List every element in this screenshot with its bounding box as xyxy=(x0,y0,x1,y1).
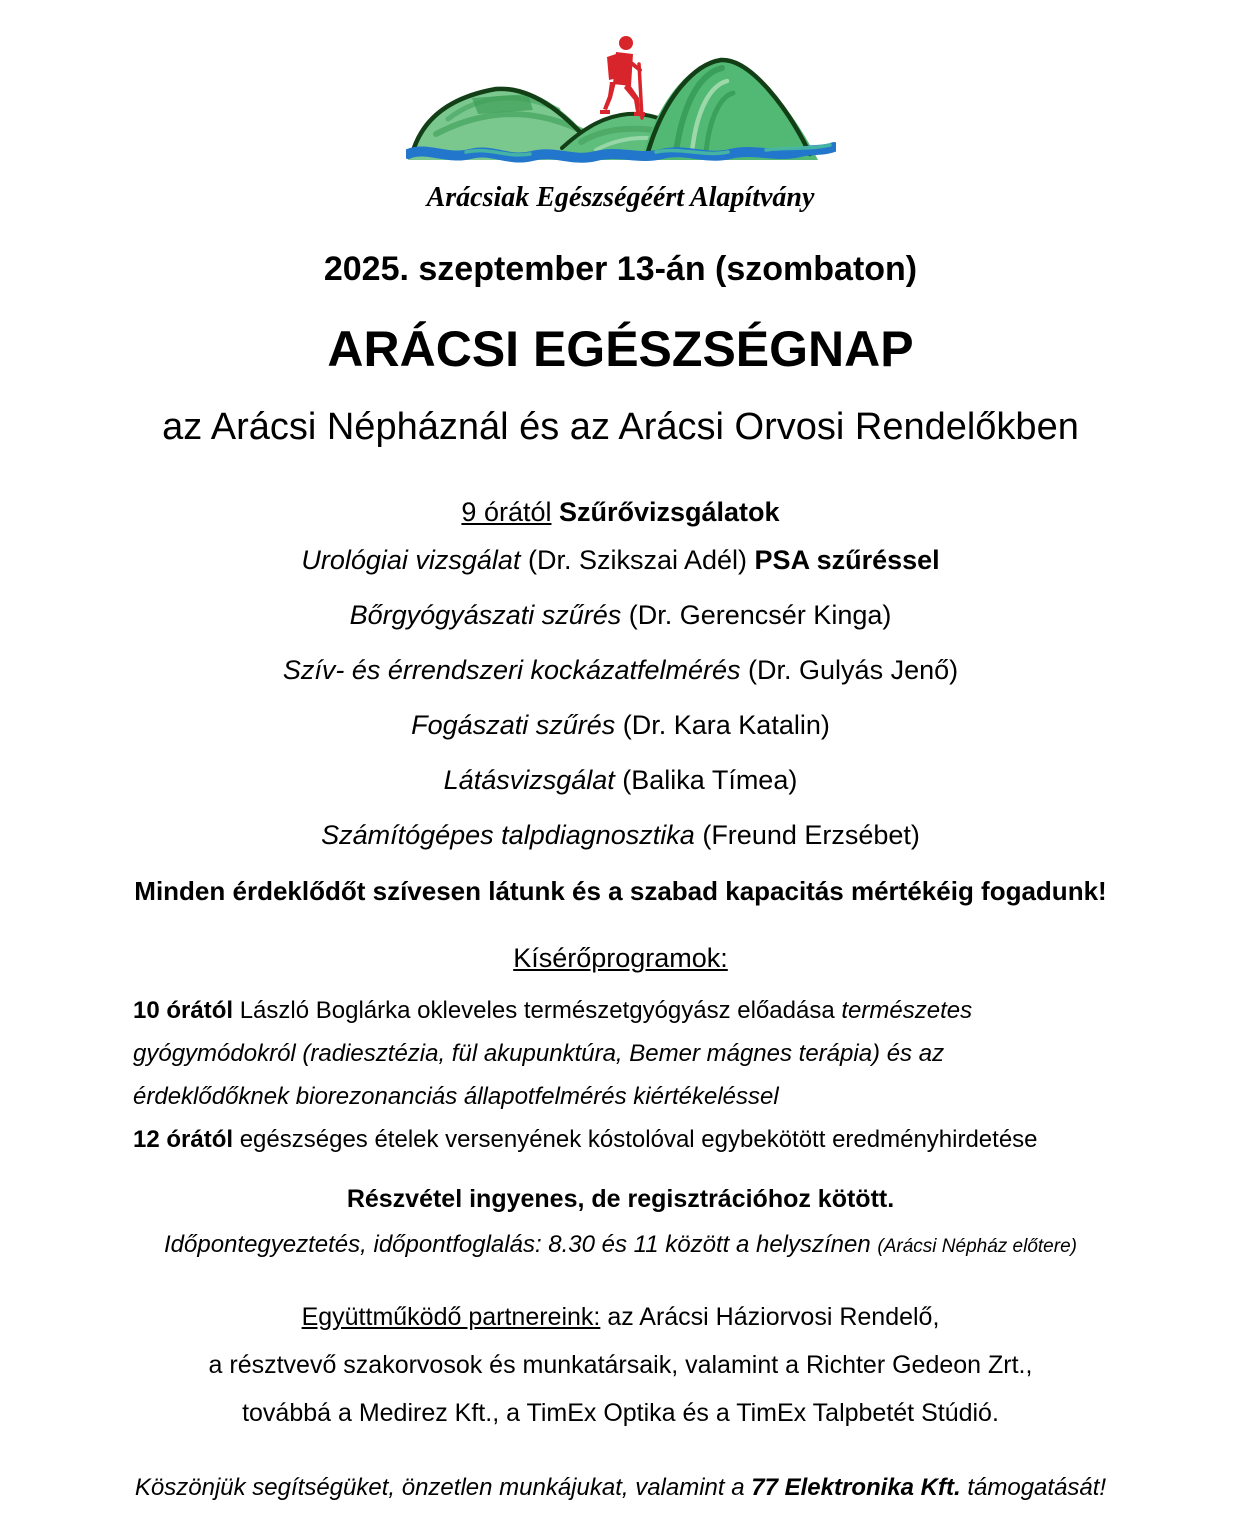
talk-time: 10 órától xyxy=(133,997,234,1024)
exam-name: Urológiai vizsgálat xyxy=(301,545,521,575)
exam-name: Szív- és érrendszeri kockázatfelmérés xyxy=(282,655,741,685)
partners-heading: Együttműködő partnereink: xyxy=(301,1303,601,1331)
tasting-text: egészséges ételek versenyének kóstolóval egybekötött eredményhirdetése xyxy=(239,1126,1038,1153)
screenings-label: Szűrővizsgálatok xyxy=(559,497,780,527)
exam-suffix: PSA szűréssel xyxy=(754,545,940,575)
exam-name: Fogászati szűrés xyxy=(411,710,616,740)
screening-item xyxy=(0,753,1241,808)
event-location: az Arácsi Népháznál és az Arácsi Orvosi Rendelőkben xyxy=(162,406,1079,448)
exam-provider: (Dr. Gerencsér Kinga) xyxy=(628,600,892,630)
exam-provider: (Balika Tímea) xyxy=(622,765,798,795)
schedule-place: (Arácsi Népház előtere) xyxy=(877,1236,1077,1257)
program-talk xyxy=(0,989,1241,1161)
screening-item xyxy=(0,588,1241,643)
foundation-logo xyxy=(0,0,1241,215)
talk-topic-start: természetes xyxy=(841,997,973,1024)
talk-line-3: érdeklődőknek biorezonanciás állapotfelmérés kiértékeléssel xyxy=(133,1083,779,1110)
exam-name: Látásvizsgálat xyxy=(443,765,615,795)
exam-name: Bőrgyógyászati szűrés xyxy=(349,600,622,630)
thanks-prefix: Köszönjük segítségüket, önzetlen munkájukat, valamint a xyxy=(134,1474,745,1501)
sponsor-name: 77 Elektronika Kft. xyxy=(751,1474,961,1501)
talk-line-2: gyógymódokról (radiesztézia, fül akupunktúra, Bemer mágnes terápia) és az xyxy=(133,1040,945,1067)
hiker-icon xyxy=(600,36,645,118)
event-date: 2025. szeptember 13-án (szombaton) xyxy=(323,250,918,288)
registration-schedule xyxy=(0,1225,1241,1267)
event-title: ARÁCSI EGÉSZSÉGNAP xyxy=(327,321,914,377)
talk-line-1 xyxy=(133,989,1241,1032)
exam-provider: (Dr. Szikszai Adél) xyxy=(527,545,748,575)
partners-line-3: továbbá a Medirez Kft., a TimEx Optika és a TimEx Talpbetét Stúdió. xyxy=(242,1399,999,1427)
screening-item xyxy=(0,533,1241,588)
exam-name: Számítógépes talpdiagnosztika xyxy=(321,820,695,850)
screenings-heading xyxy=(0,495,1241,529)
screening-item xyxy=(0,698,1241,753)
screenings-start-time: 9 órától xyxy=(461,497,552,527)
screenings-list xyxy=(0,533,1241,863)
partners-line-1 xyxy=(0,1293,1241,1341)
schedule-main: Időpontegyeztetés, időpontfoglalás: 8.30 és 11 között a helyszínen xyxy=(164,1231,871,1258)
registration-note: Részvétel ingyenes, de regisztrációhoz kötött. xyxy=(346,1185,895,1213)
exam-provider: (Dr. Kara Katalin) xyxy=(622,710,830,740)
screening-item xyxy=(0,643,1241,698)
talk-speaker: László Boglárka okleveles természetgyógyász előadása xyxy=(239,997,835,1024)
screening-item xyxy=(0,808,1241,863)
thanks-suffix: támogatását! xyxy=(967,1474,1107,1501)
partners-line-2: a résztvevő szakorvosok és munkatársaik, valamint a Richter Gedeon Zrt., xyxy=(208,1351,1033,1379)
capacity-note: Minden érdeklődőt szívesen látunk és a szabad kapacitás mértékéig fogadunk! xyxy=(134,876,1107,906)
thanks-line xyxy=(0,1471,1241,1505)
hills-hiker-graphic xyxy=(406,26,836,176)
foundation-name: Arácsiak Egészségéért Alapítvány xyxy=(426,182,815,213)
partners-block xyxy=(0,1293,1241,1437)
tasting-time: 12 órától xyxy=(133,1126,234,1153)
partners-first: az Arácsi Háziorvosi Rendelő, xyxy=(607,1303,940,1331)
exam-provider: (Freund Erzsébet) xyxy=(702,820,920,850)
program-tasting xyxy=(133,1118,1241,1161)
right-hill-icon xyxy=(641,59,818,160)
exam-provider: (Dr. Gulyás Jenő) xyxy=(748,655,959,685)
programs-heading-text: Kísérőprogramok: xyxy=(513,943,728,973)
programs-heading xyxy=(0,941,1241,975)
